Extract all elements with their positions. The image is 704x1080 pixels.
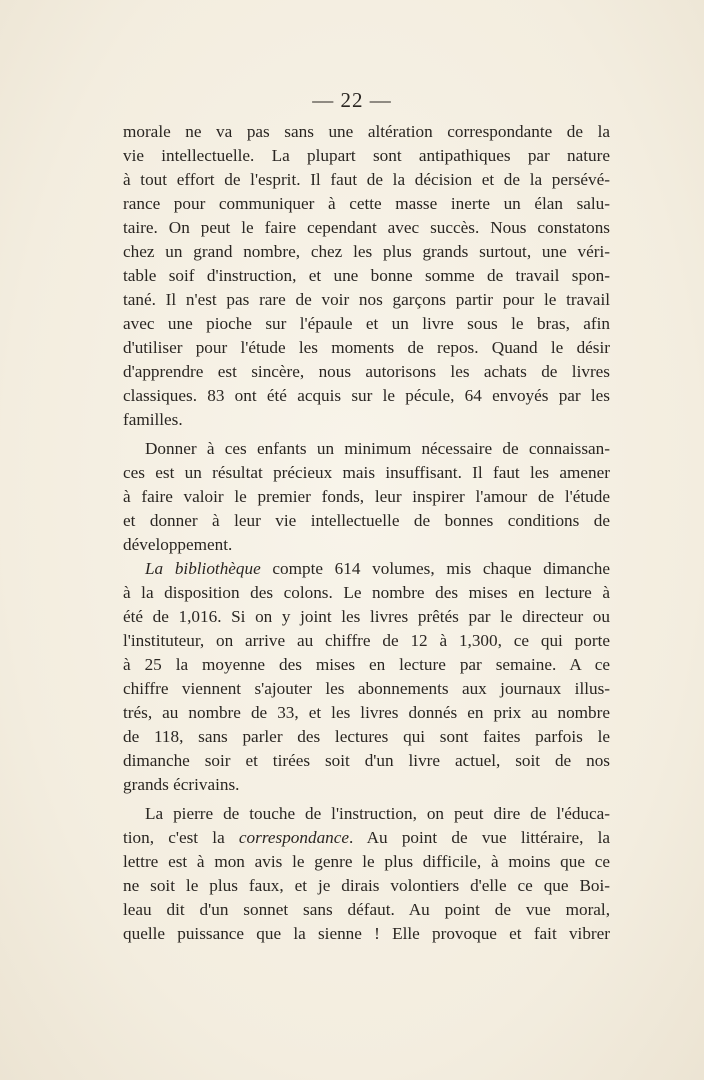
text-line: chez un grand nombre, chez les plus grands surtout, une véri- <box>123 242 610 261</box>
text-line: rance pour communiquer à cette masse inerte un élan salu- <box>123 194 610 213</box>
text-line: à la disposition des colons. Le nombre des mises en lecture à <box>123 583 610 602</box>
text-line: trés, au nombre de 33, et les livres donnés en prix au nombre <box>123 703 610 722</box>
text-line: leau dit d'un sonnet sans défaut. Au point de vue moral, <box>123 900 610 919</box>
text-line: Donner à ces enfants un minimum nécessaire de connaissan- <box>145 439 610 458</box>
text-line: développement. <box>123 535 233 554</box>
text-span: compte 614 volumes, mis chaque dimanche <box>260 559 610 578</box>
text-line: avec une pioche sur l'épaule et un livre sous le bras, afin <box>123 314 610 333</box>
text-line: La pierre de touche de l'instruction, on peut dire de l'éduca- <box>145 804 610 823</box>
text-line: ne soit le plus faux, et je dirais volontiers d'elle ce que Boi- <box>123 876 610 895</box>
text-line: d'apprendre est sincère, nous autorisons les achats de livres <box>123 362 610 381</box>
text-line: grands écrivains. <box>123 775 240 794</box>
text-line: l'instituteur, on arrive au chiffre de 12 à 1,300, ce qui porte <box>123 631 610 650</box>
body-text <box>123 120 610 946</box>
text-line: à 25 la moyenne des mises en lecture par semaine. A ce <box>123 655 610 674</box>
text-span: . Au point de vue littéraire, la <box>349 828 610 847</box>
text-span: tion, c'est la <box>123 828 239 847</box>
text-line: et donner à leur vie intellectuelle de bonnes conditions de <box>123 511 610 530</box>
paragraph-2 <box>123 437 610 557</box>
text-line: lettre est à mon avis le genre le plus difficile, à moins que ce <box>123 852 610 871</box>
text-line <box>123 826 610 850</box>
text-line: été de 1,016. Si on y joint les livres prêtés par le directeur ou <box>123 607 610 626</box>
text-line: classiques. 83 ont été acquis sur le pécule, 64 envoyés par les <box>123 386 610 405</box>
paragraph-4 <box>123 802 610 946</box>
text-line: vie intellectuelle. La plupart sont antipathiques par nature <box>123 146 610 165</box>
text-line: chiffre viennent s'ajouter les abonnements aux journaux illus- <box>123 679 610 698</box>
text-line: à tout effort de l'esprit. Il faut de la décision et de la persévé- <box>123 170 610 189</box>
text-line: familles. <box>123 410 183 429</box>
page-number: — 22 — <box>312 88 392 112</box>
text-line: table soif d'instruction, et une bonne somme de travail spon- <box>123 266 610 285</box>
paragraph-1 <box>123 120 610 432</box>
paragraph-3 <box>123 557 610 797</box>
text-line: de 118, sans parler des lectures qui sont faites parfois le <box>123 727 610 746</box>
text-line: d'utiliser pour l'étude les moments de repos. Quand le désir <box>123 338 610 357</box>
text-line <box>123 557 610 581</box>
text-line: taire. On peut le faire cependant avec succès. Nous constatons <box>123 218 610 237</box>
text-line: morale ne va pas sans une altération correspondante de la <box>123 122 610 141</box>
text-line: dimanche soir et tirées soit d'un livre actuel, soit de nos <box>123 751 610 770</box>
italic-term: correspondance <box>238 828 350 847</box>
italic-term: La bibliothèque <box>145 559 261 578</box>
text-line: à faire valoir le premier fonds, leur inspirer l'amour de l'étude <box>123 487 610 506</box>
text-line: quelle puissance que la sienne ! Elle provoque et fait vibrer <box>123 924 610 943</box>
text-line: tané. Il n'est pas rare de voir nos garçons partir pour le travail <box>123 290 610 309</box>
text-line: ces est un résultat précieux mais insuffisant. Il faut les amener <box>123 463 610 482</box>
